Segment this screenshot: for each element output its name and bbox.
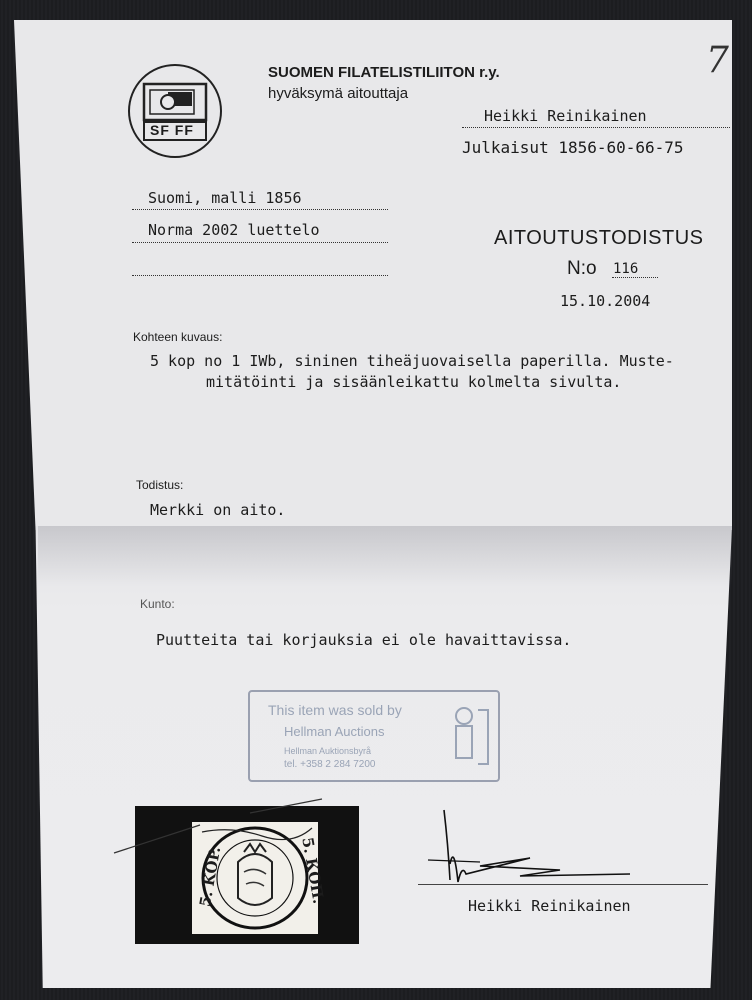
statement-label: Todistus:: [136, 478, 184, 492]
photo-pen-stroke-icon: [110, 795, 330, 855]
certificate-date: 15.10.2004: [560, 292, 651, 310]
expert-name-underline: [462, 127, 730, 128]
auction-stamp-line-2: Hellman Auctions: [284, 724, 385, 739]
postage-stamp-left-text: 5. KOP.: [196, 845, 225, 909]
expert-name: Heikki Reinikainen: [484, 107, 647, 125]
description-line-2: mitätöinti ja sisäänleikattu kolmelta sivulta.: [206, 373, 622, 391]
auction-logo-icon: [448, 702, 492, 772]
certificate-number-underline: [612, 277, 658, 278]
certificate-number-label: N:o: [567, 258, 597, 279]
signature-name: Heikki Reinikainen: [468, 897, 631, 915]
description-line-1: 5 kop no 1 IWb, sininen tiheäjuovaisella paperilla. Muste-: [150, 352, 674, 370]
auction-stamp-line-4: tel. +358 2 284 7200: [284, 759, 376, 770]
auction-house-stamp: [248, 690, 500, 782]
org-subtitle: hyväksymä aitouttaja: [268, 85, 409, 102]
org-name: SUOMEN FILATELISTILIITON r.y.: [268, 64, 500, 81]
condition-label: Kunto:: [140, 597, 175, 611]
item-line-2: Norma 2002 luettelo: [148, 221, 320, 239]
page-number: 7: [706, 40, 729, 81]
condition-text: Puutteita tai korjauksia ei ole havaittavissa.: [156, 631, 572, 649]
statement-text: Merkki on aito.: [150, 501, 286, 519]
logo-text: SF FF: [150, 122, 194, 138]
auction-stamp-line-3: Hellman Auktionsbyrå: [284, 746, 372, 756]
signature-line: [418, 884, 708, 885]
description-label: Kohteen kuvaus:: [133, 330, 223, 344]
item-line-1: Suomi, malli 1856: [148, 189, 302, 207]
fold-shadow: [38, 526, 732, 586]
handwritten-signature: [420, 804, 660, 894]
certificate-number: 116: [613, 261, 639, 277]
expert-publications: Julkaisut 1856-60-66-75: [462, 138, 684, 157]
certificate-title: AITOUTUSTODISTUS: [494, 227, 704, 249]
auction-stamp-line-1: This item was sold by: [268, 702, 402, 718]
postage-stamp-right-text: 5. КОП.: [298, 836, 328, 906]
item-line-3-underline: [132, 275, 388, 276]
item-line-1-underline: [132, 209, 388, 210]
item-line-2-underline: [132, 242, 388, 243]
